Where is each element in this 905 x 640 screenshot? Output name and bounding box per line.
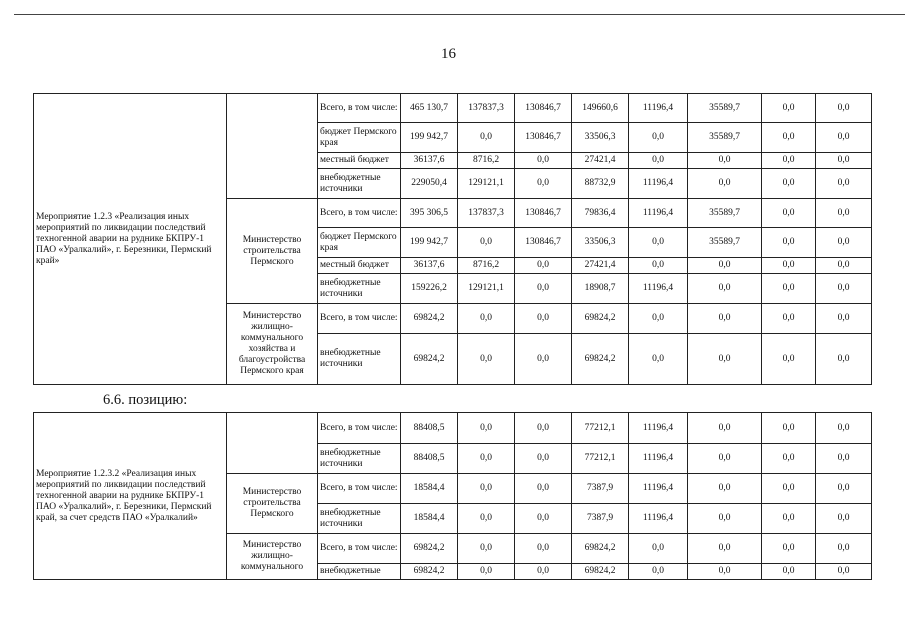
value-cell: 69824,2 — [572, 334, 629, 385]
value-cell: 0,0 — [816, 123, 872, 153]
value-cell: 0,0 — [458, 534, 515, 564]
value-cell: 0,0 — [762, 504, 816, 534]
value-cell: 0,0 — [816, 94, 872, 123]
value-cell: 35589,7 — [688, 94, 762, 123]
value-cell: 0,0 — [762, 274, 816, 304]
value-cell: 0,0 — [458, 474, 515, 504]
value-cell: 0,0 — [762, 534, 816, 564]
value-cell: 149660,6 — [572, 94, 629, 123]
measure-description: Мероприятие 1.2.3 «Реализация иных мероприятий по ликвидации последствий техногенной аварии на руднике БКПРУ-1 ПАО «Уралкалий», г. Березники, Пермский край» — [34, 94, 227, 385]
value-cell: 0,0 — [515, 258, 572, 274]
value-cell: 199 942,7 — [401, 228, 458, 258]
funding-source-cell: бюджет Пермского края — [318, 123, 401, 153]
budget-table-1 — [33, 93, 872, 385]
value-cell: 88408,5 — [401, 413, 458, 444]
value-cell: 69824,2 — [401, 564, 458, 580]
funding-source-cell: местный бюджет — [318, 153, 401, 169]
value-cell: 0,0 — [816, 199, 872, 228]
value-cell: 0,0 — [762, 94, 816, 123]
value-cell: 0,0 — [816, 258, 872, 274]
funding-source-cell: Всего, в том числе: — [318, 413, 401, 444]
value-cell: 0,0 — [762, 228, 816, 258]
value-cell: 130846,7 — [515, 123, 572, 153]
executor-cell — [227, 94, 318, 199]
value-cell: 79836,4 — [572, 199, 629, 228]
value-cell: 0,0 — [458, 228, 515, 258]
value-cell: 0,0 — [688, 153, 762, 169]
value-cell: 7387,9 — [572, 474, 629, 504]
funding-source-cell: местный бюджет — [318, 258, 401, 274]
value-cell: 0,0 — [688, 413, 762, 444]
executor-cell — [227, 413, 318, 474]
value-cell: 88408,5 — [401, 444, 458, 474]
value-cell: 0,0 — [762, 474, 816, 504]
value-cell: 130846,7 — [515, 94, 572, 123]
value-cell: 27421,4 — [572, 153, 629, 169]
value-cell: 0,0 — [629, 304, 688, 334]
value-cell: 0,0 — [458, 564, 515, 580]
value-cell: 137837,3 — [458, 199, 515, 228]
value-cell: 88732,9 — [572, 169, 629, 199]
value-cell: 0,0 — [816, 474, 872, 504]
value-cell: 0,0 — [515, 564, 572, 580]
value-cell: 18908,7 — [572, 274, 629, 304]
value-cell: 0,0 — [762, 123, 816, 153]
value-cell: 199 942,7 — [401, 123, 458, 153]
value-cell: 137837,3 — [458, 94, 515, 123]
table-row — [34, 94, 872, 123]
value-cell: 69824,2 — [401, 334, 458, 385]
value-cell: 0,0 — [629, 228, 688, 258]
value-cell: 0,0 — [458, 123, 515, 153]
value-cell: 465 130,7 — [401, 94, 458, 123]
value-cell: 0,0 — [688, 258, 762, 274]
funding-source-cell: Всего, в том числе: — [318, 199, 401, 228]
value-cell: 0,0 — [688, 304, 762, 334]
executor-cell: Министерство жилищно-коммунального хозяйства и благоустройства Пермского края — [227, 304, 318, 385]
value-cell: 0,0 — [515, 474, 572, 504]
value-cell: 8716,2 — [458, 258, 515, 274]
value-cell: 8716,2 — [458, 153, 515, 169]
value-cell: 69824,2 — [401, 304, 458, 334]
value-cell: 130846,7 — [515, 199, 572, 228]
value-cell: 0,0 — [688, 474, 762, 504]
value-cell: 0,0 — [629, 153, 688, 169]
value-cell: 11196,4 — [629, 413, 688, 444]
value-cell: 0,0 — [688, 169, 762, 199]
value-cell: 0,0 — [816, 304, 872, 334]
value-cell: 129121,1 — [458, 169, 515, 199]
value-cell: 11196,4 — [629, 199, 688, 228]
value-cell: 0,0 — [816, 564, 872, 580]
value-cell: 0,0 — [515, 153, 572, 169]
value-cell: 18584,4 — [401, 504, 458, 534]
value-cell: 27421,4 — [572, 258, 629, 274]
budget-table-2 — [33, 412, 872, 580]
value-cell: 159226,2 — [401, 274, 458, 304]
table-row — [34, 413, 872, 444]
value-cell: 0,0 — [762, 413, 816, 444]
value-cell: 69824,2 — [572, 534, 629, 564]
value-cell: 36137,6 — [401, 258, 458, 274]
funding-source-cell: Всего, в том числе: — [318, 94, 401, 123]
value-cell: 0,0 — [762, 258, 816, 274]
value-cell: 0,0 — [816, 444, 872, 474]
value-cell: 0,0 — [515, 444, 572, 474]
value-cell: 0,0 — [515, 334, 572, 385]
value-cell: 0,0 — [629, 258, 688, 274]
value-cell: 0,0 — [688, 334, 762, 385]
value-cell: 0,0 — [458, 444, 515, 474]
value-cell: 130846,7 — [515, 228, 572, 258]
section-heading: 6.6. позицию: — [103, 392, 188, 408]
value-cell: 0,0 — [688, 534, 762, 564]
value-cell: 0,0 — [762, 153, 816, 169]
value-cell: 11196,4 — [629, 504, 688, 534]
value-cell: 229050,4 — [401, 169, 458, 199]
value-cell: 0,0 — [816, 534, 872, 564]
value-cell: 7387,9 — [572, 504, 629, 534]
funding-source-cell: внебюджетные источники — [318, 169, 401, 199]
value-cell: 0,0 — [458, 304, 515, 334]
value-cell: 0,0 — [762, 199, 816, 228]
value-cell: 0,0 — [515, 274, 572, 304]
funding-source-cell: внебюджетные — [318, 564, 401, 580]
value-cell: 11196,4 — [629, 274, 688, 304]
value-cell: 129121,1 — [458, 274, 515, 304]
page-number: 16 — [441, 46, 456, 62]
value-cell: 33506,3 — [572, 123, 629, 153]
top-rule — [14, 14, 905, 15]
value-cell: 18584,4 — [401, 474, 458, 504]
value-cell: 0,0 — [515, 504, 572, 534]
value-cell: 0,0 — [688, 444, 762, 474]
executor-cell: Министерство строительства Пермского — [227, 199, 318, 304]
value-cell: 0,0 — [629, 334, 688, 385]
funding-source-cell: Всего, в том числе: — [318, 474, 401, 504]
value-cell: 0,0 — [816, 228, 872, 258]
value-cell: 69824,2 — [572, 564, 629, 580]
value-cell: 33506,3 — [572, 228, 629, 258]
value-cell: 0,0 — [515, 304, 572, 334]
value-cell: 69824,2 — [401, 534, 458, 564]
value-cell: 36137,6 — [401, 153, 458, 169]
executor-cell: Министерство жилищно-коммунального — [227, 534, 318, 580]
value-cell: 11196,4 — [629, 169, 688, 199]
value-cell: 0,0 — [762, 304, 816, 334]
value-cell: 0,0 — [458, 334, 515, 385]
value-cell: 0,0 — [816, 169, 872, 199]
executor-cell: Министерство строительства Пермского — [227, 474, 318, 534]
value-cell: 0,0 — [458, 413, 515, 444]
funding-source-cell: Всего, в том числе: — [318, 534, 401, 564]
value-cell: 0,0 — [688, 564, 762, 580]
value-cell: 0,0 — [688, 274, 762, 304]
value-cell: 395 306,5 — [401, 199, 458, 228]
funding-source-cell: внебюджетные источники — [318, 334, 401, 385]
funding-source-cell: бюджет Пермского края — [318, 228, 401, 258]
value-cell: 0,0 — [762, 169, 816, 199]
funding-source-cell: Всего, в том числе: — [318, 304, 401, 334]
value-cell: 0,0 — [762, 334, 816, 385]
value-cell: 11196,4 — [629, 474, 688, 504]
value-cell: 0,0 — [629, 534, 688, 564]
value-cell: 35589,7 — [688, 123, 762, 153]
value-cell: 0,0 — [629, 123, 688, 153]
value-cell: 0,0 — [816, 413, 872, 444]
value-cell: 0,0 — [762, 564, 816, 580]
value-cell: 35589,7 — [688, 199, 762, 228]
value-cell: 0,0 — [816, 153, 872, 169]
value-cell: 0,0 — [816, 334, 872, 385]
value-cell: 69824,2 — [572, 304, 629, 334]
value-cell: 0,0 — [515, 169, 572, 199]
value-cell: 77212,1 — [572, 413, 629, 444]
value-cell: 0,0 — [515, 413, 572, 444]
value-cell: 0,0 — [762, 444, 816, 474]
value-cell: 35589,7 — [688, 228, 762, 258]
value-cell: 0,0 — [629, 564, 688, 580]
value-cell: 0,0 — [816, 274, 872, 304]
value-cell: 11196,4 — [629, 94, 688, 123]
funding-source-cell: внебюджетные источники — [318, 274, 401, 304]
measure-description: Мероприятие 1.2.3.2 «Реализация иных мероприятий по ликвидации последствий техногенной аварии на руднике БКПРУ-1 ПАО «Уралкалий», г. Березники, Пермский край, за счет средств ПАО «Уралкалий» — [34, 413, 227, 580]
funding-source-cell: внебюджетные источники — [318, 444, 401, 474]
value-cell: 0,0 — [458, 504, 515, 534]
value-cell: 0,0 — [816, 504, 872, 534]
funding-source-cell: внебюджетные источники — [318, 504, 401, 534]
value-cell: 0,0 — [688, 504, 762, 534]
value-cell: 11196,4 — [629, 444, 688, 474]
value-cell: 0,0 — [515, 534, 572, 564]
value-cell: 77212,1 — [572, 444, 629, 474]
